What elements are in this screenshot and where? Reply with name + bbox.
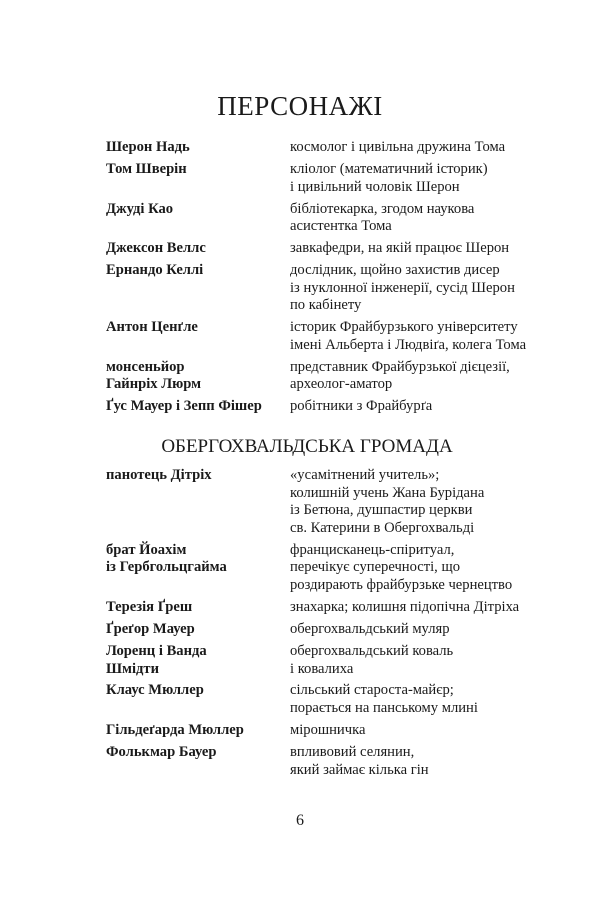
- characters-list: [106, 139, 546, 420]
- character-desc: бібліотекарка, згодом наукова асистентка Тома: [290, 200, 475, 235]
- character-row: [106, 161, 546, 196]
- character-row: [106, 599, 546, 617]
- page-title: ПЕРСОНАЖІ: [217, 91, 383, 121]
- character-desc: впливовий селянин, який займає кілька гін: [290, 744, 429, 778]
- character-name: Шерон Надь: [106, 139, 190, 155]
- character-name: Ернандо Келлі: [106, 262, 204, 279]
- character-desc: знахарка; колишня підопічна Дітріха: [290, 598, 520, 615]
- character-row: [106, 139, 546, 157]
- character-name: Ґреґор Мауер: [106, 620, 195, 637]
- character-name: монсеньйор Гайнріх Люрм: [106, 358, 202, 393]
- character-desc: завкафедри, на якій працює Шерон: [290, 240, 510, 257]
- character-desc: космолог і цивільна дружина Тома: [290, 139, 506, 155]
- character-row: [106, 359, 546, 394]
- character-row: [106, 262, 546, 315]
- character-row: [106, 240, 546, 258]
- character-name: Джуді Као: [106, 200, 174, 217]
- character-name: Ґус Мауер і Зепп Фішер: [106, 398, 262, 415]
- section-title: ОБЕРГОХВАЛЬДСЬКА ГРОМАДА: [161, 436, 453, 457]
- character-name: Лоренц і Ванда Шмідти: [106, 642, 207, 677]
- character-row: [106, 201, 546, 236]
- character-row: [106, 744, 546, 779]
- character-desc: дослідник, щойно захистив дисер із нуклонної інженерії, сусід Шерон по кабінету: [290, 262, 515, 314]
- character-desc: францисканець-спіритуал, перечікує суперечності, що роздирають фрайбурзьке чернецтво: [290, 541, 513, 593]
- character-row: [106, 682, 546, 717]
- character-desc: обергохвальдський муляр: [290, 620, 450, 637]
- character-desc: сільський староста-майєр; порається на панському млині: [290, 682, 478, 717]
- character-row: [106, 398, 546, 416]
- community-list: [106, 467, 546, 784]
- character-name: Терезія Ґреш: [106, 598, 193, 615]
- character-name: Том Шверін: [106, 160, 187, 177]
- character-row: [106, 621, 546, 639]
- character-name: Фолькмар Бауер: [106, 744, 217, 761]
- character-desc: робітники з Фрайбурґа: [290, 398, 433, 415]
- character-row: [106, 722, 546, 740]
- character-row: [106, 542, 546, 595]
- character-name: панотець Дітріх: [106, 467, 212, 483]
- character-row: [106, 643, 546, 678]
- character-desc: «усамітнений учитель»; колишній учень Жана Бурідана із Бетюна, душпастир церкви св. Катерини в Обергохвальді: [290, 467, 485, 536]
- character-row: [106, 319, 546, 354]
- character-name: Антон Ценґле: [106, 319, 198, 336]
- character-name: Гільдеґарда Мюллер: [106, 722, 244, 739]
- character-name: Клаус Мюллер: [106, 682, 204, 699]
- character-row: [106, 467, 546, 537]
- character-desc: представник Фрайбурзької дієцезії, археолог-аматор: [290, 358, 510, 393]
- character-desc: мірошничка: [290, 722, 366, 739]
- character-desc: кліолог (математичний історик) і цивільний чоловік Шерон: [290, 160, 488, 195]
- character-name: Джексон Веллс: [106, 240, 206, 257]
- page-number: 6: [296, 812, 304, 829]
- character-name: брат Йоахім із Гербгольцгайма: [106, 541, 227, 576]
- character-desc: обергохвальдський коваль і ковалиха: [290, 642, 454, 677]
- character-desc: історик Фрайбурзького університету імені Альберта і Людвіґа, колега Тома: [290, 319, 527, 353]
